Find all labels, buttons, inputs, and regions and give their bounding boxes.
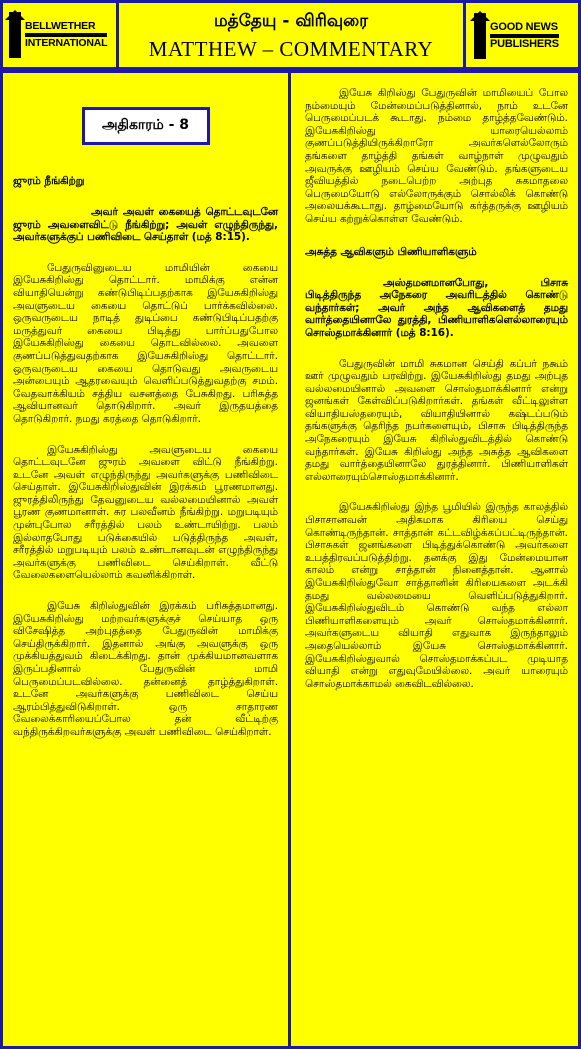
good-news-logo (474, 13, 559, 59)
bellwether-logo (9, 12, 107, 58)
bookmark-flag-icon (9, 12, 21, 58)
bellwether-logo-text (25, 20, 107, 50)
title-cell (119, 3, 466, 67)
section-subheading: அசுத்த ஆவிகளும் பிணியாளிகளும் (305, 245, 477, 258)
right-logo-cell (466, 3, 578, 67)
logo-line-2: INTERNATIONAL (25, 37, 108, 49)
left-column (0, 70, 291, 1049)
title-tamil: மத்தேயு - விரிவுரை (213, 11, 369, 31)
title-english: MATTHEW – COMMENTARY (148, 37, 434, 61)
good-news-logo-text (490, 21, 559, 51)
chapter-heading: அதிகாரம் - 8 (82, 107, 210, 145)
logo-line-2: PUBLISHERS (490, 38, 559, 50)
bookmark-flag-icon (474, 13, 486, 59)
logo-line-1: BELLWETHER (25, 20, 107, 35)
verse-quote: அவர் அவள் கையைத் தொட்டவுடனே ஜுரம் அவளைவிட்டு நீங்கிற்று; அவள் எழுந்திருந்து, அவர்களுக்குப் பணிவிடை செய்தாள் (மத் 8:15). (13, 206, 278, 244)
page-header (0, 0, 581, 70)
left-logo-cell (3, 3, 119, 67)
commentary-paragraph: இயேசு கிறிஸ்து பேதுருவின் மாமியைப் போல நம்மையும் மேன்மைப்படுத்தினால், நாம் உடனே பெருமைப்படக் கூடாது. நம்மை தாழ்த்தவேண்டும். இயேசுகிறிஸ்து யாரையெல்லாம் குணப்படுத்தியிருக்கிறாரோ அவர்களெல்லோரும் தங்களை தாழ்த்தி தங்கள் வாழ்நாள் முழுவதும் அவருக்கு ஊழியம் செய்ய வேண்டும். தங்களுடைய ஜீவியத்தில் நடைபெற்ற அற்புத சுகமாதலை பெருமையோடு எல்லோருக்கும் சொல்லிக் கொண்டு அலையக்கூடாது. தாழ்மையோடு கர்த்தருக்கு ஊழியம் செய்ய கற்றுக்கொள்ள வேண்டும். (305, 87, 568, 225)
logo-line-1: GOOD NEWS (490, 21, 559, 36)
commentary-paragraph: இயேசு கிறிஸ்துவின் இரக்கம் பரிசுத்தமானது. இயேசுகிறிஸ்து மற்றவர்களுக்குச் செய்யாத ஒரு விசேஷித்த அற்புதத்தை பேதுருவின் மாமிக்கு செய்திருக்கிறார். இதனால் அங்கு அவளுக்கு ஒரு முக்கியத்துவம் கிடைக்கிறது. தான் முக்கியமானவளாக இருப்பதினால் பேதுருவின் மாமி பெருமைப்படவில்லை. தன்னைத் தாழ்த்துகிறாள். உடனே அவர்களுக்கு பணிவிடை செய்ய ஆரம்பித்துவிடுகிறாள். ஒரு சாதாரண வேலைக்காரியைப்போல தன் வீட்டிற்கு வந்திருக்கிறவர்களுக்கு அவள் பணிவிடை செய்கிறாள். (13, 600, 278, 738)
commentary-paragraph: பேதுருவின் மாமி சுகமான செய்தி கப்பர் நகூம் ஊர் முழுவதும் பரவிற்று. இயேசுகிறிஸ்து தமது அற்புத வல்லமையினால் அவளை சொஸ்தமாக்கினார் என்று ஜனங்கள் கேள்விப்படுகிறார்கள். தங்கள் வீட்டிலுள்ள வியாதியஸ்தரையும், வியாதியினால் கஷ்டப்படும் தங்களுக்கு தெரிந்த நபர்களையும், பிசாசு பிடித்திருந்த அநேகரையும் இயேசு கிறிஸ்துவிடத்தில் கொண்டு வந்தார்கள். இயேசு கிறிஸ்து அந்த அசுத்த ஆவிகளை தமது வார்த்தையினாலே துரத்தினார். பிணியாளிகள் எல்லாரையும்சொஸ்தமாக்கினார். (305, 357, 568, 483)
right-column (291, 70, 581, 1049)
commentary-paragraph: பேதுருவினுடைய மாமியின் கையை இயேசுகிறிஸ்து தொட்டார். மாமிக்கு என்ன வியாதியென்று கண்டுபிடிப்பதற்காக இயேசுகிறிஸ்து அவளுடைய கையை தொட்டுப் பார்க்கவில்லை. ஒருவருடைய நாடித் துடிப்பை கண்டுபிடிப்பதற்கு மருத்துவர் கையை பிடித்து பார்ப்பதுபோல இயேசுகிறிஸ்து கையை தொடவில்லை. அவளை குணப்படுத்துவதற்காக இயேசுகிறிஸ்து தொட்டார். ஒருவருடைய கையை தொடுவது அவருடைய அன்பையும் ஆதரவையும் வெளிப்படுத்துவதற்கு சமம். வேதவாக்கியம் சத்திய வசனத்தை பேசுகிறது. பரிசுத்த ஆவியானவர் தொடுகிறார். அவர் இருதயத்தை தொடுகிறார். நமது கரத்தை தொடுகிறார். (13, 261, 278, 425)
commentary-paragraph: இயேசுகிறிஸ்து இந்த பூமியில் இருந்த காலத்தில் பிசாசானவன் அதிகமாக கிரியை செய்து கொண்டிருந்தான். சாத்தான் கட்டவிழ்க்கப்பட்டிருந்தான். பிசாசுகள் ஜனங்களை பிடித்துக்கொண்டு அவர்களை உபத்திரவப்படுத்திற்று. தனக்கு இது மேன்மையான காலம் என்று சாத்தான் நினைத்தான். ஆனால் இயேசுகிறிஸ்துவோ சாத்தானின் கிரியைகளை அடக்கி தமது வல்லமையை வெளிப்படுத்துகிறார். இயேசுகிறிஸ்துவிடம் கொண்டு வந்த எல்லா பிணியாளிகளையும் அவர் சொஸ்தமாக்கினார். அவர்களுடைய வியாதி எதுவாக இருந்தாலும் அதையெல்லாம் இயேசு சொஸ்தமாக்கினார். இயேசுகிறிஸ்துவால் சொஸ்தமாக்கப்பட முடியாத வியாதி என்று எதுவுமேயில்லை. அவர் யாரையும் சொஸ்தமாக்காமல் கைவிடவில்லை. (305, 501, 568, 690)
verse-quote: அஸ்தமனமானபோது, பிசாசு பிடித்திருந்த அநேகரை அவரிடத்தில் கொண்டு வந்தார்கள்; அவர் அந்த ஆவிகளைத் தமது வார்த்தையினாலே துரத்தி, பிணியாளிகளெல்லாரையும் சொஸ்தமாக்கினார் (மத் 8:16). (305, 276, 568, 339)
section-subheading: ஜுரம் நீங்கிற்று (13, 175, 85, 187)
commentary-paragraph: இயேசுகிறிஸ்து அவளுடைய கையை தொட்டவுடனே ஜுரம் அவளை விட்டு நீங்கிற்று. உடனே அவள் எழுந்திருந்து அவர்களுக்கு பணிவிடை செய்தாள். இயேசுகிறிஸ்துவின் இரக்கம் பூரணமானது. ஜுரத்திலிருந்து தேவனுடைய வல்லமையினால் அவள் பூரண குணமானாள். சுர பலவீனம் நீங்கிற்று. மறுபடியும் முன்புபோல சரீரத்தில் பலம் உண்டாயிற்று. பலம் இல்லாதபோது படுக்கையில் படுத்திருந்த அவள், சரீரத்தில் மறுபடியும் பலம் உண்டானவுடன் எழுந்திருந்து அவர்களுக்கு பணிவிடை செய்கிறாள். வீட்டு வேலைகளையெல்லாம் கவனிக்கிறாள். (13, 443, 278, 582)
